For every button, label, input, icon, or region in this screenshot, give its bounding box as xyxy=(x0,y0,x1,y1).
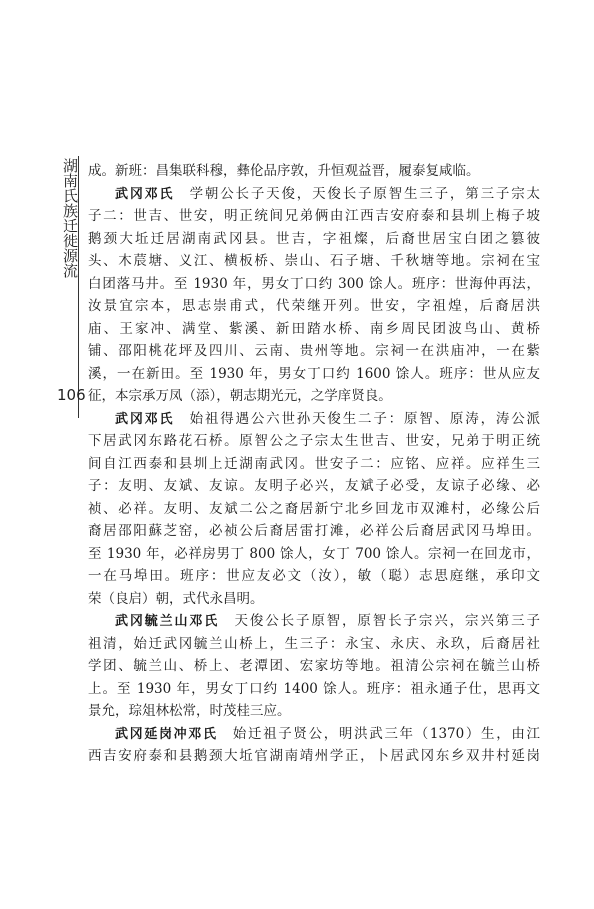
line-text: 庙、王家冲、满堂、紫溪、新田踏水桥、南乡周民团波鸟山、黄桥 xyxy=(88,320,540,337)
text-line xyxy=(88,498,540,521)
line-text: 鹅颈大坵迁居湖南武冈县。世吉，字祖燦，后裔世居宝白团之篡彼 xyxy=(88,230,540,247)
line-text: 成。新班：昌集联科穆，彝伦品序敦，升恒观益晋，履泰复咸临。 xyxy=(88,163,480,179)
text-line xyxy=(88,745,540,768)
line-text: 铺、邵阳桃花坪及四川、云南、贵州等地。宗祠一在洪庙冲，一在紫 xyxy=(88,343,540,359)
text-line xyxy=(88,340,540,363)
line-text: 荣（良启）朝，式代永昌明。 xyxy=(88,590,264,607)
line-text: 景允，琮俎林松常，时茂桂三应。 xyxy=(88,703,291,719)
line-text: 头、木莀塘、义江、横板桥、崇山、石子塘、千秋塘等地。宗祠在宝 xyxy=(88,253,540,269)
line-text: 子：友明、友斌、友谅。友明子必兴，友斌子必受，友谅子必缘、必 xyxy=(88,478,540,494)
text-line xyxy=(88,295,540,318)
text-line xyxy=(88,723,540,746)
text-line xyxy=(88,453,540,476)
text-line xyxy=(88,183,540,206)
line-text: 上。至 1930 年，男女丁口约 1400 馀人。班序：祖永通子仕，思再文 xyxy=(88,680,540,697)
text-line xyxy=(88,250,540,273)
line-text: 一在马埠田。班序：世应友必文（汝），敏（聪）志思庭继，承印文 xyxy=(88,568,540,584)
text-line xyxy=(88,678,540,701)
text-line xyxy=(88,655,540,678)
text-line xyxy=(88,160,540,183)
line-text: 间自江西泰和县圳上迁湖南武冈。世安子二：应铭、应祥。应祥生三 xyxy=(88,455,540,472)
line-text: 始迁祖子贤公，明洪武三年（1370）生，由江 xyxy=(232,725,540,742)
margin-rule xyxy=(78,156,79,418)
line-text: 下居武冈东路花石桥。原智公之子宗太生世吉、世安，兄弟于明正统 xyxy=(88,433,540,449)
line-text: 子二：世吉、世安，明正统间兄弟俩由江西吉安府泰和县圳上梅子坡 xyxy=(88,208,540,224)
line-text: 白团落马井。至 1930 年，男女丁口约 300 馀人。班序：世海仲再法， xyxy=(88,275,540,292)
line-text: 祖清，始迁武冈毓兰山桥上，生三子：永宝、永庆、永玖，后裔居社 xyxy=(88,635,540,652)
running-title: 湖南氏族迁徙源流 xyxy=(61,158,79,278)
text-line xyxy=(88,610,540,633)
text-line xyxy=(88,205,540,228)
text-line xyxy=(88,228,540,251)
text-line xyxy=(88,408,540,431)
line-text: 征，本宗承万凤（添），朝志期光元，之学庠贤良。 xyxy=(88,388,392,404)
text-line xyxy=(88,520,540,543)
line-text: 学团、毓兰山、桥上、老潭团、宏家坊等地。祖清公宗祠在毓兰山桥 xyxy=(88,658,540,674)
clan-heading: 武冈毓兰山邓氏 xyxy=(115,614,220,629)
body-text xyxy=(88,160,540,768)
text-line xyxy=(88,430,540,453)
line-text: 西吉安府泰和县鹅颈大坵官湖南靖州学正，卜居武冈东乡双井村延岗 xyxy=(88,748,540,764)
text-line xyxy=(88,363,540,386)
line-text: 祯、必祥。友明、友斌二公之裔居新宁北乡回龙市双滩村，必缘公后 xyxy=(88,500,540,517)
line-text: 裔居邵阳蘇芝窑，必祯公后裔居雷打滩，必祥公后裔居武冈马埠田。 xyxy=(88,523,540,539)
page-number: 106 xyxy=(57,386,86,404)
line-text: 至 1930 年，必祥房男丁 800 馀人，女丁 700 馀人。宗祠一在回龙市， xyxy=(88,545,540,562)
text-line xyxy=(88,273,540,296)
text-line xyxy=(88,633,540,656)
text-line xyxy=(88,475,540,498)
text-line xyxy=(88,588,540,611)
clan-heading: 武冈邓氏 xyxy=(115,186,175,202)
text-line xyxy=(88,700,540,723)
text-line xyxy=(88,543,540,566)
line-text: 学朝公长子天俊，天俊长子原智生三子，第三子宗太 xyxy=(189,185,540,202)
text-line xyxy=(88,318,540,341)
clan-heading: 武冈延岗冲邓氏 xyxy=(115,726,218,742)
text-line xyxy=(88,385,540,408)
line-text: 溪，一在新田。至 1930 年，男女丁口约 1600 馀人。班序：世从应友 xyxy=(88,365,540,382)
line-text: 汝景宜宗本，思志崇甫式，代荣继开列。世安，字祖煌，后裔居洪 xyxy=(88,298,540,314)
line-text: 始祖得遇公六世孙天俊生二子：原智、原涛，涛公派 xyxy=(189,410,540,427)
clan-heading: 武冈邓氏 xyxy=(115,411,175,427)
line-text: 天俊公长子原智，原智长子宗兴，宗兴第三子 xyxy=(234,613,540,629)
text-line xyxy=(88,565,540,588)
